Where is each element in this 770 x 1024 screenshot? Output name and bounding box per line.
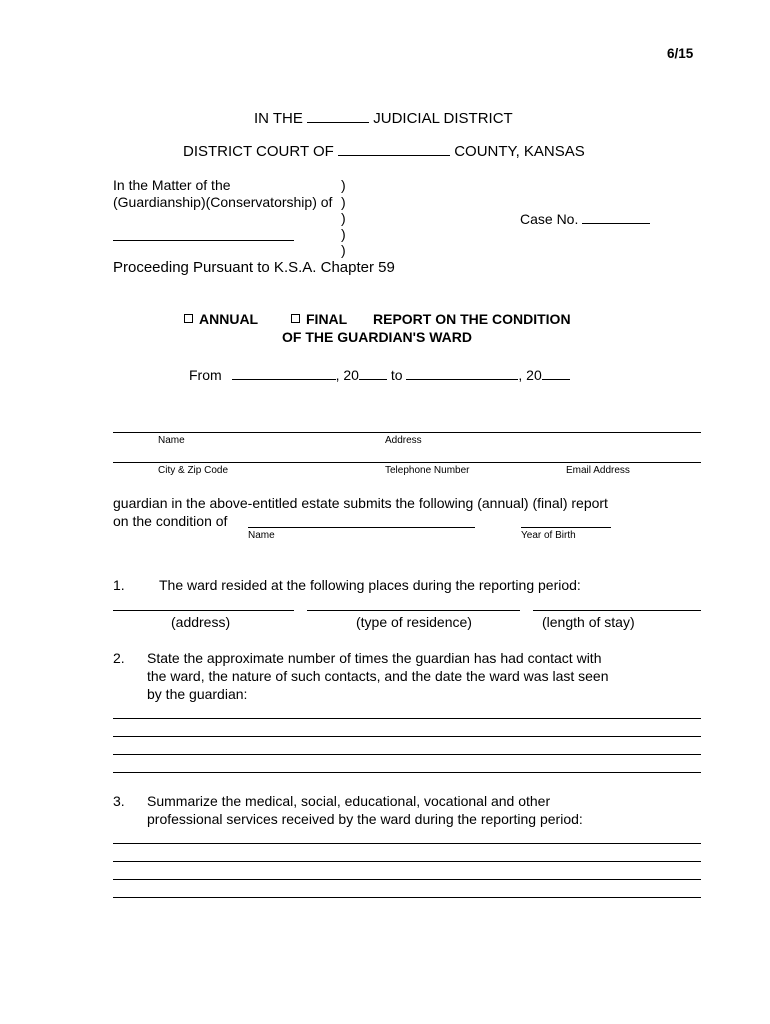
paren-4: ) — [341, 226, 346, 242]
item2-answer-line[interactable] — [113, 772, 701, 773]
from-label: From — [189, 367, 222, 383]
col-type-label: (type of residence) — [356, 614, 472, 630]
item3-answer-line[interactable] — [113, 861, 701, 862]
item2-answer-line[interactable] — [113, 754, 701, 755]
from-date-blank[interactable] — [232, 365, 336, 380]
judicial-district-blank[interactable] — [307, 108, 369, 123]
telephone-label: Telephone Number — [385, 465, 470, 476]
case-no-blank[interactable] — [582, 209, 650, 224]
guardian-name-label: Name — [158, 435, 185, 446]
item3-line1: Summarize the medical, social, educational, vocational and other — [147, 793, 551, 809]
year-of-birth-label: Year of Birth — [521, 530, 576, 541]
to-date-blank[interactable] — [406, 365, 518, 380]
caption-in-the: IN THE — [254, 110, 303, 127]
paren-5: ) — [341, 242, 346, 258]
residence-type-line[interactable] — [307, 610, 520, 611]
proceeding-statute: Proceeding Pursuant to K.S.A. Chapter 59 — [113, 259, 395, 276]
item3-number: 3. — [113, 793, 125, 809]
ward-name-label: Name — [248, 530, 275, 541]
report-title-line2: OF THE GUARDIAN'S WARD — [282, 329, 472, 345]
final-label: FINAL — [306, 311, 348, 327]
annual-checkbox-icon[interactable] — [184, 314, 193, 323]
report-title-line1: REPORT ON THE CONDITION — [373, 311, 571, 327]
item2-answer-line[interactable] — [113, 718, 701, 719]
item3-answer-line[interactable] — [113, 879, 701, 880]
item2-line3: by the guardian: — [147, 686, 248, 702]
to-label: to — [390, 367, 403, 383]
to-year-blank[interactable] — [542, 365, 570, 380]
annual-option[interactable] — [184, 311, 258, 327]
case-no-label: Case No. — [520, 211, 579, 227]
item2-answer-line[interactable] — [113, 736, 701, 737]
final-option[interactable] — [291, 311, 347, 327]
residence-address-line[interactable] — [113, 610, 294, 611]
city-zip-label: City & Zip Code — [158, 465, 229, 476]
submission-line2: on the condition of — [113, 513, 228, 529]
caption-county-kansas: COUNTY, KANSAS — [454, 143, 585, 160]
caption-district-court-of: DISTRICT COURT OF — [183, 143, 334, 160]
to-year-label: , 20 — [518, 367, 542, 383]
annual-label: ANNUAL — [199, 311, 259, 327]
col-address-label: (address) — [171, 614, 231, 630]
item2-line2: the ward, the nature of such contacts, and the date the ward was last seen — [147, 668, 609, 684]
submission-line1: guardian in the above-entitled estate submits the following (annual) (final) report — [113, 495, 608, 511]
paren-3: ) — [341, 210, 346, 226]
item2-line1: State the approximate number of times the guardian has had contact with — [147, 650, 602, 666]
reporting-period — [189, 365, 570, 383]
item1-number: 1. — [113, 577, 125, 593]
caption-judicial-district — [254, 108, 513, 127]
guardian-address-label: Address — [385, 435, 422, 446]
paren-1: ) — [341, 177, 346, 193]
residence-length-line[interactable] — [533, 610, 701, 611]
item1-text: The ward resided at the following places during the reporting period: — [159, 577, 581, 593]
year-of-birth-field-line[interactable] — [521, 527, 611, 528]
from-year-label: , 20 — [335, 367, 359, 383]
item2-number: 2. — [113, 650, 125, 666]
caption-county — [183, 141, 585, 160]
email-label: Email Address — [566, 465, 630, 476]
caption-judicial-district-label: JUDICIAL DISTRICT — [373, 110, 513, 127]
ward-name-line[interactable] — [113, 240, 294, 241]
from-year-blank[interactable] — [359, 365, 387, 380]
case-number — [520, 209, 650, 227]
item3-answer-line[interactable] — [113, 897, 701, 898]
col-length-label: (length of stay) — [542, 614, 635, 630]
final-checkbox-icon[interactable] — [291, 314, 300, 323]
matter-line1: In the Matter of the — [113, 177, 231, 193]
guardian-contact-line[interactable] — [113, 462, 701, 463]
matter-line2: (Guardianship)(Conservatorship) of — [113, 194, 333, 210]
ward-name-field-line[interactable] — [248, 527, 475, 528]
paren-2: ) — [341, 194, 346, 210]
item3-line2: professional services received by the ward during the reporting period: — [147, 811, 583, 827]
guardian-name-address-line[interactable] — [113, 432, 701, 433]
item3-answer-line[interactable] — [113, 843, 701, 844]
county-blank[interactable] — [338, 141, 450, 156]
form-version: 6/15 — [667, 46, 694, 61]
